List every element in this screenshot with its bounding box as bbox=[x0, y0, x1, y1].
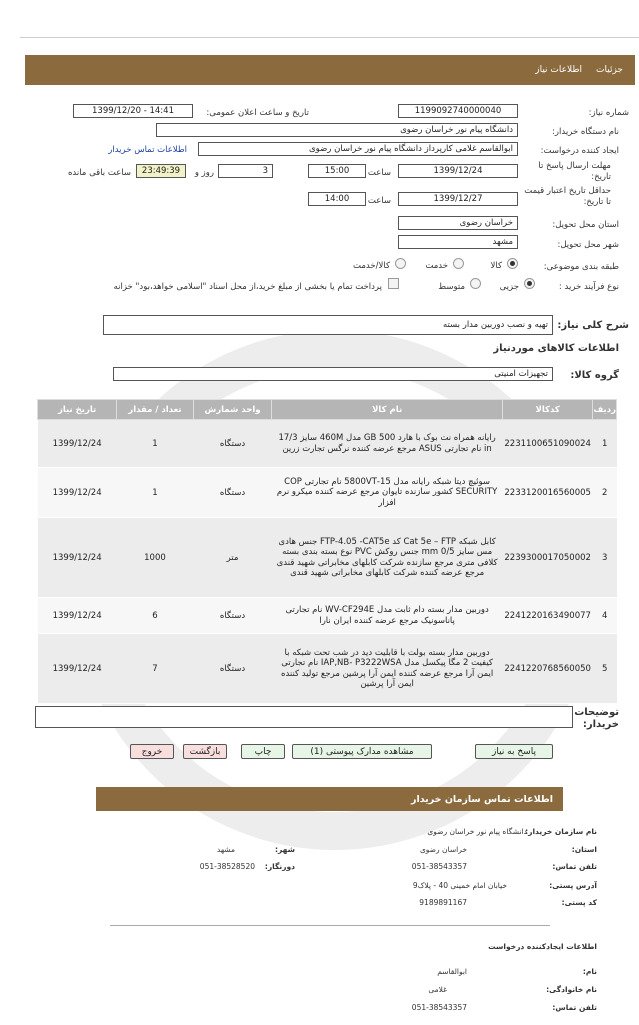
row-qty: 6 bbox=[117, 598, 193, 634]
row-idx: 3 bbox=[593, 518, 617, 598]
creator-name-label: نام: bbox=[582, 967, 597, 976]
row-unit: دستگاه bbox=[193, 420, 272, 468]
row-date: 1399/12/24 bbox=[38, 518, 117, 598]
category-goods-label: کالا bbox=[490, 261, 502, 271]
col-date: تاریخ نیاز bbox=[38, 400, 117, 420]
print-button[interactable]: چاپ bbox=[241, 744, 285, 759]
col-unit: واحد شمارش bbox=[193, 400, 272, 420]
tab-details[interactable]: جزئیات bbox=[596, 65, 623, 75]
summary-field: تهیه و نصب دوربین مدار بسته bbox=[103, 315, 553, 335]
deadline-date-field: 1399/12/24 bbox=[398, 164, 518, 178]
attachments-button[interactable]: مشاهده مدارک پیوستی (1) bbox=[292, 744, 432, 759]
deadline-label: مهلت ارسال پاسخ تا تاریخ: bbox=[538, 161, 611, 182]
creator-field: ابوالقاسم غلامی کارپرداز دانشگاه پیام نور خراسان رضوی bbox=[198, 142, 518, 156]
days-label: روز و bbox=[194, 168, 214, 178]
contact-postal-label: کد پستی: bbox=[561, 898, 597, 907]
validity-label: حداقل تاریخ اعتبار قیمت تا تاریخ: bbox=[524, 186, 611, 207]
back-button[interactable]: بازگشت bbox=[183, 744, 227, 759]
row-idx: 4 bbox=[593, 598, 617, 634]
buyer-notes-field bbox=[35, 706, 573, 728]
contact-fax-value: 051-38528520 bbox=[199, 862, 255, 871]
row-unit: دستگاه bbox=[193, 598, 272, 634]
creator-phone-value: 051-38543357 bbox=[411, 1003, 467, 1012]
need-number-field: 1199092740000040 bbox=[398, 104, 518, 118]
need-number-label: شماره نیاز: bbox=[588, 108, 629, 118]
row-date: 1399/12/24 bbox=[38, 468, 117, 518]
contact-city-value: مشهد bbox=[216, 845, 235, 854]
contact-phone-label: تلفن تماس: bbox=[552, 862, 597, 871]
days-field: 3 bbox=[218, 164, 273, 178]
buyer-org-label: نام دستگاه خریدار: bbox=[552, 127, 619, 137]
province-field: خراسان رضوی bbox=[398, 216, 518, 230]
payment-text: پرداخت تمام یا بخشی از مبلغ خرید،از محل اسناد "اسلامی خواهد،بود" خزانه bbox=[113, 282, 382, 292]
row-name: کابل شبکه Cat 5e – FTP کد FTP-4.05 -CAT5e جنس هادی مس سایز 0/5 mm جنس روکش PVC نوع بسته بندی بسته کلافی متری مرجع سازنده شرکت کابلهای مخابراتی شهید قندی مرجع عرضه کننده شرکت کابلهای مخابراتی شهید قندی bbox=[272, 518, 503, 598]
contact-postal-value: 9189891167 bbox=[419, 898, 467, 907]
reply-button[interactable]: پاسخ به نیاز bbox=[475, 744, 553, 759]
row-idx: 5 bbox=[593, 634, 617, 704]
top-divider bbox=[20, 37, 639, 38]
validity-date-field: 1399/12/27 bbox=[398, 192, 518, 206]
contact-city-label: شهر: bbox=[275, 845, 295, 854]
buyer-org-field: دانشگاه پیام نور خراسان رضوی bbox=[156, 123, 518, 137]
process-minor-label: جزیی bbox=[499, 282, 519, 292]
summary-label: شرح کلی نیاز: bbox=[557, 320, 629, 331]
category-goods-radio[interactable] bbox=[507, 258, 518, 269]
process-medium-label: متوسط bbox=[438, 282, 465, 292]
row-name: سوئیچ دیتا شبکه رایانه مدل 15-5800VT نام تجارتی COP SECURITY کشور سازنده تایوان مرجع عرضه کننده میکرو نرم افزار bbox=[272, 468, 503, 518]
table-row bbox=[38, 598, 617, 634]
row-name: دوربین مدار بسته دام ثابت مدل WV-CF294E نام تجارتی پاناسونیک مرجع عرضه کننده ایران نارا bbox=[272, 598, 503, 634]
category-service-radio[interactable] bbox=[453, 258, 464, 269]
creator-family-label: نام خانوادگی: bbox=[546, 985, 597, 994]
process-minor-radio[interactable] bbox=[524, 278, 535, 289]
table-row bbox=[38, 468, 617, 518]
category-label: طبقه بندی موضوعی: bbox=[543, 262, 619, 272]
category-service-label: خدمت bbox=[425, 261, 448, 271]
row-qty: 1 bbox=[117, 468, 193, 518]
goods-group-label: گروه کالا: bbox=[570, 370, 619, 381]
col-name: نام کالا bbox=[272, 400, 503, 420]
table-row bbox=[38, 420, 617, 468]
contact-fax-label: دورنگار: bbox=[264, 862, 295, 871]
contact-address-value: خیابان امام خمینی 40 - پلاک9 bbox=[412, 881, 507, 890]
contact-phone-value: 051-38543357 bbox=[411, 862, 467, 871]
creator-info-title: اطلاعات ایجادکننده درخواست bbox=[488, 942, 597, 951]
items-table bbox=[37, 399, 617, 704]
buyer-contact-link[interactable]: اطلاعات تماس خریدار bbox=[108, 145, 187, 155]
table-row bbox=[38, 634, 617, 704]
table-row bbox=[38, 518, 617, 598]
process-medium-radio[interactable] bbox=[470, 278, 481, 289]
validity-time-field: 14:00 bbox=[308, 192, 366, 206]
creator-name-value: ابوالقاسم bbox=[437, 967, 467, 976]
row-idx: 2 bbox=[593, 468, 617, 518]
col-idx: ردیف bbox=[593, 400, 617, 420]
row-idx: 1 bbox=[593, 420, 617, 468]
contact-header: اطلاعات تماس سازمان خریدار bbox=[96, 787, 563, 811]
process-label: نوع فرآیند خرید : bbox=[558, 282, 619, 292]
row-qty: 1000 bbox=[117, 518, 193, 598]
row-unit: دستگاه bbox=[193, 468, 272, 518]
category-both-radio[interactable] bbox=[395, 258, 406, 269]
row-date: 1399/12/24 bbox=[38, 598, 117, 634]
exit-button[interactable]: خروج bbox=[130, 744, 174, 759]
col-code: کدکالا bbox=[502, 400, 593, 420]
payment-checkbox[interactable] bbox=[388, 278, 399, 289]
province-label: استان محل تحویل: bbox=[552, 220, 619, 230]
remaining-label: ساعت باقی مانده bbox=[67, 168, 131, 178]
row-qty: 7 bbox=[117, 634, 193, 704]
city-label: شهر محل تحویل: bbox=[557, 240, 619, 250]
row-code: 2241220163490077 bbox=[502, 598, 593, 634]
col-qty: تعداد / مقدار bbox=[117, 400, 193, 420]
creator-family-value: غلامی bbox=[428, 985, 447, 994]
contact-province-value: خراسان رضوی bbox=[419, 845, 467, 854]
row-date: 1399/12/24 bbox=[38, 420, 117, 468]
deadline-time-label: ساعت bbox=[367, 168, 391, 178]
creator-phone-label: تلفن تماس: bbox=[552, 1003, 597, 1012]
goods-group-field: تجهیزات امنیتی bbox=[113, 367, 553, 381]
buyer-notes-label: توضیحات خریدار: bbox=[574, 707, 619, 730]
city-field: مشهد bbox=[398, 235, 518, 249]
contact-org-label: نام سازمان خریدار: bbox=[525, 827, 597, 836]
row-code: 2233120016560005 bbox=[502, 468, 593, 518]
page-header bbox=[25, 55, 635, 85]
remaining-time-field: 23:49:39 bbox=[136, 164, 186, 178]
row-code: 2241220768560050 bbox=[502, 634, 593, 704]
category-both-label: کالا/خدمت bbox=[353, 261, 390, 271]
row-qty: 1 bbox=[117, 420, 193, 468]
row-code: 2231100651090024 bbox=[502, 420, 593, 468]
creator-label: ایجاد کننده درخواست: bbox=[540, 146, 619, 156]
announce-label: تاریخ و ساعت اعلان عمومی: bbox=[206, 108, 309, 118]
announce-field: 1399/12/20 - 14:41 bbox=[73, 104, 193, 118]
row-name: رایانه همراه نت بوک با هارد 500 GB مدل 460M سایز 17/3 in نام تجارتی ASUS مرجع عرضه کننده نرگس تجارت زرین bbox=[272, 420, 503, 468]
contact-org-value: دانشگاه پیام نور خراسان رضوی bbox=[427, 827, 527, 836]
contact-address-label: آدرس پستی: bbox=[549, 881, 597, 890]
row-unit: دستگاه bbox=[193, 634, 272, 704]
deadline-time-field: 15:00 bbox=[308, 164, 366, 178]
row-name: دوربین مدار بسته بولت با قابلیت دید در شب تحت شبکه با کیفیت 2 مگا پیکسل مدل IAP,NB- P3222WSA نام تجارتی ایمن آرا مرجع عرضه کننده ایمن آرا پرشین مرجع تولید کننده ایمن آرا پرشین bbox=[272, 634, 503, 704]
goods-title: اطلاعات کالاهای موردنیاز bbox=[493, 343, 619, 354]
contact-province-label: استان: bbox=[571, 845, 597, 854]
contact-divider bbox=[110, 925, 550, 926]
validity-time-label: ساعت bbox=[367, 196, 391, 206]
tab-need-info[interactable]: اطلاعات نیاز bbox=[535, 65, 583, 75]
row-code: 2239300017050002 bbox=[502, 518, 593, 598]
row-date: 1399/12/24 bbox=[38, 634, 117, 704]
row-unit: متر bbox=[193, 518, 272, 598]
